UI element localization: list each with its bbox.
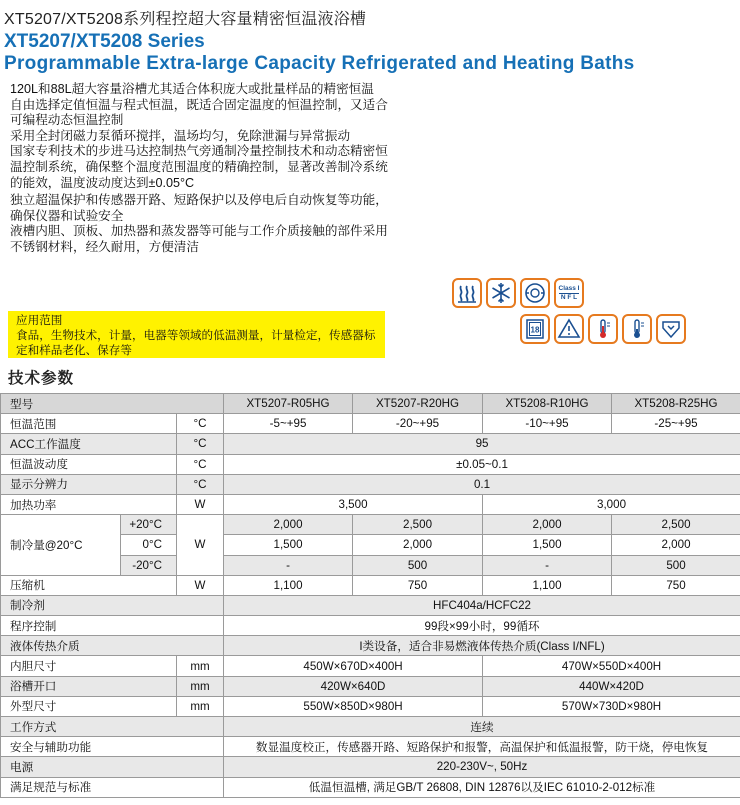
row-label: 加热功率 — [1, 494, 177, 514]
cooling-temp: -20°C — [121, 555, 177, 575]
unit-cell: W — [177, 575, 224, 595]
table-row — [1, 616, 740, 636]
low-temperature-icon — [622, 314, 652, 344]
feature-item: 自由选择定值恒温与程式恒温，既适合固定温度的恒温控制，又适合可编程动态恒温控制 — [10, 97, 388, 128]
table-row — [1, 515, 740, 535]
value-cell: -5~+95 — [224, 414, 353, 434]
row-label: 显示分辨力 — [1, 474, 177, 494]
table-row — [1, 696, 740, 716]
table-row — [1, 394, 740, 414]
application-box — [8, 311, 385, 358]
row-label: 恒温范围 — [1, 414, 177, 434]
title-en-series: XT5207/XT5208 Series — [4, 31, 205, 52]
value-cell: ±0.05~0.1 — [224, 454, 740, 474]
overtemp-warning-icon — [554, 314, 584, 344]
feature-list — [10, 82, 388, 256]
table-row — [1, 676, 740, 696]
feature-item: 国家专利技术的步进马达控制热气旁通制冷量控制技术和动态精密恒温控制系统，确保整个温度范围温度的精确控制，显著改善制冷系统的能效，温度波动度达到±0.05°C — [10, 144, 388, 190]
value-cell: - — [224, 555, 353, 575]
row-label: 外型尺寸 — [1, 696, 177, 716]
row-label: 程序控制 — [1, 616, 224, 636]
value-cell: 连续 — [224, 717, 740, 737]
value-cell: HFC404a/HCFC22 — [224, 595, 740, 615]
value-cell: - — [483, 555, 612, 575]
row-label: 浴槽开口 — [1, 676, 177, 696]
unit-cell: W — [177, 494, 224, 514]
value-cell: 220-230V~, 50Hz — [224, 757, 740, 777]
application-text: 食品，生物技术，计量，电器等领域的低温测量，计量检定，传感器标定和样品老化、保存等 — [16, 329, 376, 357]
table-row — [1, 474, 740, 494]
table-row — [1, 777, 740, 797]
value-cell: 99段×99小时，99循环 — [224, 616, 740, 636]
model-header: XT5207-R05HG — [224, 394, 353, 414]
model-header: XT5208-R10HG — [483, 394, 612, 414]
unit-cell: °C — [177, 434, 224, 454]
programmable-icon — [520, 314, 550, 344]
feature-item: 液槽内胆、顶板、加热器和蒸发器等可能与工作介质接触的部件采用不锈钢材料，经久耐用，方便清洁 — [10, 224, 388, 254]
table-row — [1, 434, 740, 454]
row-label: 恒温波动度 — [1, 454, 177, 474]
value-cell: 450W×670D×400H — [224, 656, 483, 676]
value-cell: 95 — [224, 434, 740, 454]
value-cell: 2,500 — [612, 515, 740, 535]
cooling-temp: +20°C — [121, 515, 177, 535]
class-badge-bottom: N F L — [560, 294, 578, 301]
row-label: ACC工作温度 — [1, 434, 177, 454]
value-cell: 2,500 — [353, 515, 483, 535]
table-row — [1, 757, 740, 777]
row-label: 工作方式 — [1, 717, 224, 737]
value-cell: I类设备，适合非易燃液体传热介质(Class I/NFL) — [224, 636, 740, 656]
unit-cell: mm — [177, 696, 224, 716]
value-cell: 1,100 — [483, 575, 612, 595]
row-label: 压缩机 — [1, 575, 177, 595]
value-cell: -20~+95 — [353, 414, 483, 434]
unit-cell: °C — [177, 454, 224, 474]
value-cell: 470W×550D×400H — [483, 656, 740, 676]
value-cell: 1,500 — [483, 535, 612, 555]
cooling-temp: 0°C — [121, 535, 177, 555]
value-cell: 2,000 — [483, 515, 612, 535]
row-label: 制冷剂 — [1, 595, 224, 615]
value-cell: 440W×420D — [483, 676, 740, 696]
value-cell: 570W×730D×980H — [483, 696, 740, 716]
power-failure-recovery-icon — [656, 314, 686, 344]
circulation-icon — [520, 278, 550, 308]
table-row — [1, 636, 740, 656]
table-row — [1, 595, 740, 615]
table-row — [1, 717, 740, 737]
feature-icons — [452, 278, 688, 358]
value-cell: 2,000 — [353, 535, 483, 555]
value-cell: 2,000 — [224, 515, 353, 535]
value-cell: 低温恒温槽, 满足GB/T 26808, DIN 12876以及IEC 61010-2-012标准 — [224, 777, 740, 797]
feature-item: 120L和88L超大容量浴槽尤其适合体积庞大或批量样品的精密恒温 — [10, 82, 374, 96]
row-label: 内胆尺寸 — [1, 656, 177, 676]
spec-table — [0, 393, 740, 798]
table-row — [1, 454, 740, 474]
unit-cell: mm — [177, 676, 224, 696]
table-row — [1, 737, 740, 757]
program-number: 18 — [530, 325, 540, 335]
row-label: 满足规范与标准 — [1, 777, 224, 797]
table-row — [1, 656, 740, 676]
value-cell: 3,000 — [483, 494, 740, 514]
value-cell: 0.1 — [224, 474, 740, 494]
unit-cell: °C — [177, 414, 224, 434]
value-cell: 500 — [612, 555, 740, 575]
value-cell: 2,000 — [612, 535, 740, 555]
class-badge-top: Class I — [559, 285, 580, 295]
title-en-product: Programmable Extra-large Capacity Refrigerated and Heating Baths — [4, 53, 635, 74]
table-row — [1, 414, 740, 434]
value-cell: 1,100 — [224, 575, 353, 595]
row-label: 电源 — [1, 757, 224, 777]
value-cell: 500 — [353, 555, 483, 575]
value-cell: 550W×850D×980H — [224, 696, 483, 716]
class-badge-icon — [554, 278, 584, 308]
unit-cell: mm — [177, 656, 224, 676]
value-cell: 3,500 — [224, 494, 483, 514]
heating-icon — [452, 278, 482, 308]
feature-item: 采用全封闭磁力泵循环搅拌，温场均匀，免除泄漏与异常振动 — [10, 128, 351, 143]
value-cell: 1,500 — [224, 535, 353, 555]
model-header: XT5208-R25HG — [612, 394, 740, 414]
unit-cell: W — [177, 515, 224, 576]
row-label: 型号 — [1, 394, 224, 414]
value-cell: 750 — [612, 575, 740, 595]
application-title: 应用范围 — [16, 314, 63, 327]
temperature-probe-icon — [588, 314, 618, 344]
value-cell: 750 — [353, 575, 483, 595]
model-header: XT5207-R20HG — [353, 394, 483, 414]
table-row — [1, 494, 740, 514]
row-label: 安全与辅助功能 — [1, 737, 224, 757]
row-label: 制冷量@20°C — [1, 515, 121, 576]
unit-cell: °C — [177, 474, 224, 494]
row-label: 液体传热介质 — [1, 636, 224, 656]
cooling-icon — [486, 278, 516, 308]
table-row — [1, 575, 740, 595]
feature-item: 独立超温保护和传感器开路、短路保护以及停电后自动恢复等功能，确保仪器和试验安全 — [10, 193, 388, 223]
tech-spec-title: 技术参数 — [8, 370, 75, 387]
value-cell: 数显温度校正，传感器开路、短路保护和报警，高温保护和低温报警，防干烧，停电恢复 — [224, 737, 740, 757]
title-cn: XT5207/XT5208系列程控超大容量精密恒温液浴槽 — [4, 11, 367, 28]
value-cell: -25~+95 — [612, 414, 740, 434]
value-cell: 420W×640D — [224, 676, 483, 696]
value-cell: -10~+95 — [483, 414, 612, 434]
